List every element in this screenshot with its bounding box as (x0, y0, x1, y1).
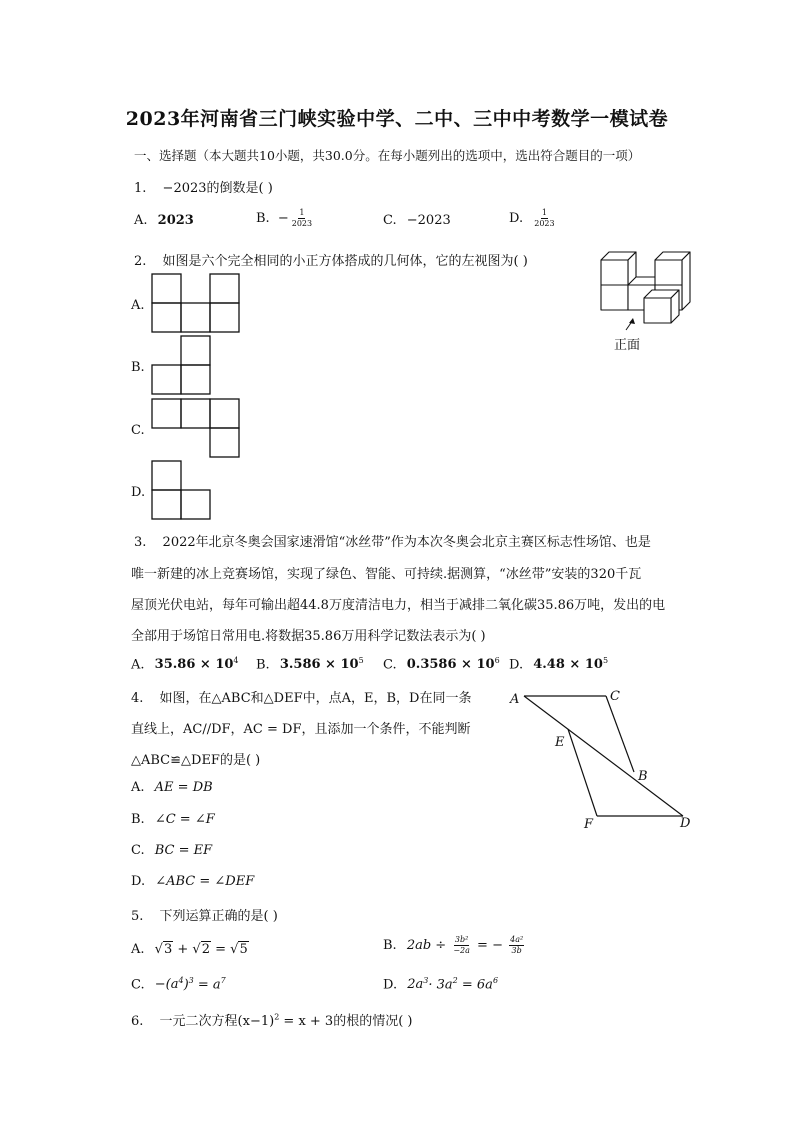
q4-option-c (131, 843, 212, 858)
question-line-1: 2022年北京冬奥会国家速滑馆“冰丝带”作为本次冬奥会北京主赛区标志性场馆、也是 (162, 535, 651, 550)
question-number: 4. (131, 691, 144, 706)
option-text: ∠ABC = ∠DEF (155, 874, 255, 889)
option-base: 35.86 × 10 (154, 657, 234, 673)
question-text: 一元二次方程(x−1) (159, 1014, 275, 1029)
question-line-3: 屋顶光伏电站，每年可输出超44.8万度清洁电力，相当于减排二氧化碳35.86万吨，发出的电 (131, 598, 666, 613)
option-text: AE = DB (154, 780, 213, 795)
question-number: 3. (134, 535, 147, 550)
q4-option-d (131, 874, 254, 889)
q2-option-c-grid (150, 397, 242, 459)
question-text: = x + 3的根的情况( ) (279, 1014, 413, 1029)
question-number: 2. (134, 254, 147, 269)
option-label: C. (131, 843, 145, 858)
option-label: D. (509, 657, 524, 673)
option-label: B. (256, 657, 270, 673)
option-label: D. (383, 977, 398, 993)
option-text: ∠C = ∠F (154, 812, 215, 827)
option-sign: − (277, 211, 289, 226)
q3-option-b (256, 656, 364, 672)
radicand: 5 (239, 942, 248, 957)
option-exponent: 5 (602, 656, 609, 665)
option-expr: = − (477, 938, 503, 953)
option-expr: 2a (407, 977, 424, 993)
denominator: 3b (511, 946, 522, 955)
question-text: 下列运算正确的是( ) (159, 909, 278, 924)
exponent: 4 (178, 976, 184, 985)
q2-option-b-grid (150, 334, 212, 396)
question-4 (131, 687, 471, 706)
numerator: 1 (299, 208, 305, 217)
q3-option-a (131, 656, 239, 672)
q5-option-d (383, 976, 498, 992)
question-line-2: 唯一新建的冰上竞赛场馆，实现了绿色、智能、可持续.据测算，“冰丝带”安装的320千瓦 (131, 567, 642, 582)
option-exponent: 4 (233, 656, 239, 665)
exponent: 6 (492, 976, 499, 985)
q5-option-c (131, 976, 226, 992)
denominator: 2023 (534, 219, 555, 228)
exponent: 3 (188, 976, 194, 985)
option-base: 4.48 × 10 (533, 657, 603, 673)
option-expr: 2ab ÷ (406, 938, 447, 953)
option-label: C. (383, 657, 397, 673)
fraction (452, 935, 471, 956)
question-text: −2023的倒数是( ) (162, 181, 273, 196)
option-exponent: 6 (494, 656, 500, 665)
radicand: 3 (163, 942, 173, 957)
q2-option-d-label: D. (131, 485, 146, 500)
fraction (533, 208, 555, 229)
question-1 (134, 177, 273, 196)
section-heading: 一、选择题（本大题共10小题，共30.0分。在每小题列出的选项中，选出符合题目的一项） (134, 148, 641, 163)
option-expr: = a (193, 977, 221, 993)
q2-option-c-label: C. (131, 423, 145, 438)
option-base: 3.586 × 10 (279, 657, 359, 673)
point-f-label: F (584, 817, 594, 832)
q1-option-d (509, 208, 558, 229)
exponent: 2 (274, 1012, 280, 1022)
question-number: 6. (131, 1014, 144, 1029)
exponent: 7 (220, 976, 226, 985)
question-line-3: △ABC≌△DEF的是( ) (131, 753, 261, 768)
denominator: −2a (453, 946, 470, 955)
numerator: 4a² (510, 935, 524, 944)
point-c-label: C (610, 689, 620, 704)
option-label: A. (131, 942, 145, 957)
option-expr: = 6a (457, 977, 493, 993)
q3-option-d (509, 656, 608, 672)
option-label: B. (131, 812, 145, 827)
q1-option-b (256, 208, 315, 229)
fraction (509, 935, 524, 956)
exponent: 2 (452, 976, 458, 985)
q5-option-a: A. √3 + √2 = √5 (131, 942, 248, 957)
q5-option-b (383, 935, 526, 956)
question-3 (134, 531, 651, 550)
option-expr: · 3a (428, 977, 453, 993)
question-2 (134, 250, 528, 269)
question-line-4: 全部用于场馆日常用电.将数据35.86万用科学记数法表示为( ) (131, 629, 486, 644)
question-line-1: 如图，在△ABC和△DEF中，点A，E，B，D在同一条 (159, 691, 472, 706)
option-text: BC = EF (154, 843, 213, 858)
question-5 (131, 905, 278, 924)
q4-option-b (131, 812, 215, 827)
point-e-label: E (555, 735, 565, 750)
radicand: 2 (201, 942, 210, 957)
option-value: −2023 (406, 213, 451, 228)
point-a-label: A (510, 692, 520, 707)
question-6 (131, 1010, 412, 1029)
q2-option-b-label: B. (131, 360, 145, 375)
q3-option-c (383, 656, 500, 672)
option-expr: −(a (154, 977, 179, 993)
option-label: A. (131, 780, 145, 795)
numerator: 3b² (454, 935, 469, 944)
option-label: D. (509, 211, 524, 226)
q2-option-d-grid (150, 459, 212, 521)
option-exponent: 5 (358, 656, 364, 665)
option-label: B. (383, 938, 397, 953)
denominator: 2023 (291, 219, 313, 228)
question-number: 1. (134, 181, 147, 196)
q4-geometry-figure (500, 684, 700, 834)
point-d-label: D (680, 816, 691, 831)
question-number: 5. (131, 909, 144, 924)
option-label: A. (131, 657, 145, 673)
option-expr: ) (183, 977, 189, 993)
option-label: C. (131, 977, 145, 993)
option-value: 2023 (157, 213, 194, 228)
q2-option-a-grid (150, 272, 242, 334)
option-label: A. (134, 213, 148, 228)
q1-option-c (383, 213, 451, 228)
question-line-2: 直线上，AC//DF，AC = DF，且添加一个条件，不能判断 (131, 722, 471, 737)
front-label: 正面 (614, 338, 641, 353)
q4-option-a (131, 780, 213, 795)
page-title: 2023年河南省三门峡实验中学、二中、三中中考数学一模试卷 (125, 108, 669, 130)
option-label: B. (256, 211, 270, 226)
question-text: 如图是六个完全相同的小正方体搭成的几何体，它的左视图为( ) (162, 254, 528, 269)
option-base: 0.3586 × 10 (406, 657, 495, 673)
option-label: C. (383, 213, 397, 228)
q2-cube-figure (596, 248, 696, 338)
fraction (291, 208, 313, 229)
numerator: 1 (541, 208, 547, 217)
q1-option-a (134, 213, 194, 228)
option-label: D. (131, 874, 146, 889)
point-b-label: B (638, 769, 648, 784)
q2-option-a-label: A. (131, 298, 145, 313)
exponent: 3 (423, 976, 429, 985)
